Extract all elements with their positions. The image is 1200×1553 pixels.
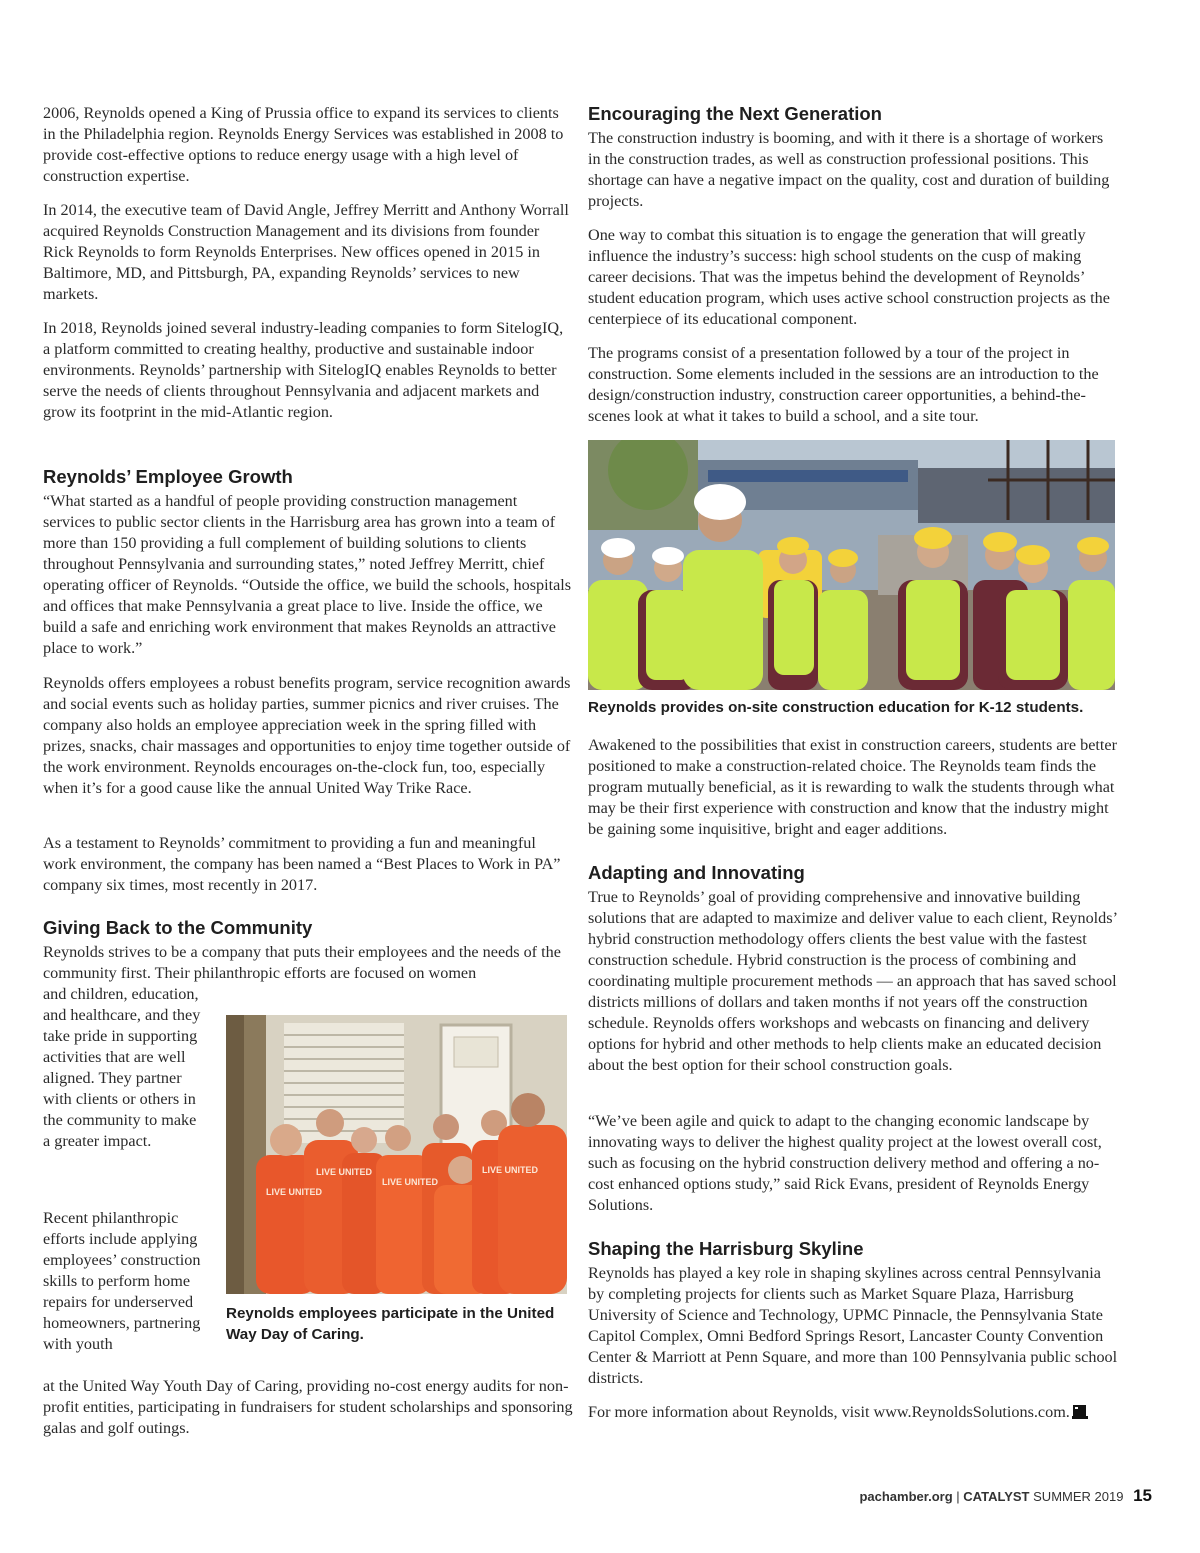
giving-back-wrap-text: and children, education, and healthcare, and they take pride in supporting activities that are well aligned. They partner with clients or others in the community to make a greater impact.	[43, 985, 201, 1150]
caption-day-of-caring: Reynolds employees participate in the United Way Day of Caring.	[226, 1305, 555, 1343]
awakened-paragraph: Awakened to the possibilities that exist in construction careers, students are better positioned to make a construction-related choice. The Reynolds team finds the program mutually beneficial, as it is rewarding to walk the students through what may be their first experience with construction and know that the industry might be gaining some inquisitive, bright and eager additions.	[588, 736, 1117, 838]
footer-separator: |	[956, 1489, 960, 1504]
giving-back-intro: Reynolds strives to be a company that puts their employees and the needs of the community first. Their philanthropic efforts are focused on women	[43, 943, 561, 982]
hybrid-construction-paragraph: True to Reynolds’ goal of providing comprehensive and innovative building solutions that are adapted to maximize and deliver value to each client, Reynolds’ hybrid construction methodology offers clients the best value with the fastest construction schedule. Hybrid construction is the process of combining and coordinating multiple procurement methods — an approach that has saved school districts millions of dollars and taken months if not years off the construction schedule. Reynolds offers workshops and webcasts on financing and delivery options for hybrid and other methods to help clients make an educated decision about the best option for their school construction goals.	[588, 888, 1117, 1074]
best-places-paragraph: As a testament to Reynolds’ commitment to providing a fun and meaningful work environment, the company has been named a “Best Places to Work in PA” company six times, most recently in 2017.	[43, 834, 561, 894]
student-program-paragraph: One way to combat this situation is to engage the generation that will greatly influence the industry’s success: high school students on the cusp of making career decisions. That was the impetus behind the development of Reynolds’ student education program, which uses active school construction projects as the centerpiece of its educational component.	[588, 226, 1110, 328]
heading-next-generation: Encouraging the Next Generation	[588, 103, 882, 124]
heading-harrisburg-skyline: Shaping the Harrisburg Skyline	[588, 1238, 864, 1259]
day-of-caring-photo	[226, 1015, 567, 1294]
page-number: 15	[1133, 1486, 1152, 1505]
shirt-text-4: LIVE UNITED	[482, 1165, 539, 1175]
end-of-article-icon	[1072, 1403, 1088, 1419]
page-footer	[859, 1486, 1152, 1506]
program-sessions-paragraph: The programs consist of a presentation followed by a tour of the project in construction. Some elements included in the sessions are an introduction to the design/construction industry, construction career opportunities, a behind-the-scenes look at what it takes to build a school, and a site tour.	[588, 344, 1099, 425]
shirt-text-1: LIVE UNITED	[266, 1187, 323, 1197]
construction-education-photo	[588, 440, 1115, 690]
construction-site-illustration	[588, 440, 1115, 690]
heading-adapting-innovating: Adapting and Innovating	[588, 862, 805, 883]
shirt-text-3: LIVE UNITED	[382, 1177, 439, 1187]
shortage-paragraph: The construction industry is booming, and with it there is a shortage of workers in the construction trades, as well as construction professional positions. This shortage can have a negative impact on the quality, cost and duration of building projects.	[588, 129, 1110, 210]
heading-giving-back: Giving Back to the Community	[43, 917, 313, 938]
skyline-paragraph: Reynolds has played a key role in shaping skylines across central Pennsylvania by completing projects for clients such as Market Square Plaza, Harrisburg University of Science and Technology, UPMC Pinnacle, the Pennsylvania State Capitol Complex, Omni Bedford Springs Resort, Lancaster County Convention Center & Marriott at Penn Square, and more than 100 Pennsylvania public school districts.	[588, 1264, 1118, 1387]
history-paragraph-2014: In 2014, the executive team of David Angle, Jeffrey Merritt and Anthony Worrall acquired Reynolds Construction Management and its divisions from founder Rick Reynolds to form Reynolds Enterprises. New offices opened in 2015 in Baltimore, MD, and Pittsburgh, PA, expanding Reynolds’ services to new markets.	[43, 201, 569, 303]
more-info-text: For more information about Reynolds, visit www.ReynoldsSolutions.com.	[588, 1403, 1070, 1421]
employee-growth-quote: “What started as a handful of people providing construction management services to public sector clients in the Harrisburg area has grown into a team of more than 150 providing a full complement of building solutions to clients throughout Pennsylvania and surrounding states,” noted Jeffrey Merritt, chief operating officer of Reynolds. “Outside the office, we build the schools, hospitals and offices that make Pennsylvania a great place to live. Inside the office, we build a safe and enriching work environment that makes Reynolds an attractive place to work.”	[43, 492, 572, 657]
day-of-caring-photo-illustration	[226, 1015, 567, 1294]
history-paragraph-2006: 2006, Reynolds opened a King of Prussia office to expand its services to clients in the Philadelphia region. Reynolds Energy Services was established in 2008 to provide cost-effective options to reduce energy usage with a high level of construction expertise.	[43, 104, 564, 185]
history-paragraph-2018: In 2018, Reynolds joined several industry-leading companies to form SitelogIQ, a platform committed to creating healthy, productive and sustainable indoor environments. Reynolds’ partnership with SitelogIQ enables Reynolds to better serve the needs of clients throughout Pennsylvania and adjacent markets and grow its footprint in the mid-Atlantic region.	[43, 319, 564, 421]
more-info-paragraph	[588, 1402, 1118, 1423]
shirt-text-2: LIVE UNITED	[316, 1167, 373, 1177]
footer-issue: SUMMER 2019	[1033, 1489, 1124, 1504]
philanthropy-wrap-text: Recent philanthropic efforts include applying employees’ construction skills to perform home repairs for underserved homeowners, partnering with youth	[43, 1209, 201, 1353]
rick-evans-quote: “We’ve been agile and quick to adapt to the changing economic landscape by innovating ways to deliver the highest quality project at the lowest overall cost, such as focusing on the hybrid construction delivery method and offering a no-cost enhanced options study,” said Rick Evans, president of Reynolds Energy Solutions.	[588, 1112, 1102, 1214]
caption-k12-education: Reynolds provides on-site construction education for K-12 students.	[588, 699, 1084, 716]
employee-benefits-paragraph: Reynolds offers employees a robust benefits program, service recognition awards and social events such as holiday parties, summer picnics and river cruises. The company also holds an employee appreciation week in the spring filled with prizes, snacks, chair massages and opportunities to enjoy time together outside of the work environment. Reynolds encourages on-the-clock fun, too, especially when it’s for a good cause like the annual United Way Trike Race.	[43, 674, 571, 797]
heading-employee-growth: Reynolds’ Employee Growth	[43, 466, 293, 487]
footer-magazine: CATALYST	[963, 1489, 1030, 1504]
footer-site: pachamber.org	[859, 1489, 953, 1504]
philanthropy-paragraph-end: at the United Way Youth Day of Caring, providing no-cost energy audits for non-profit entities, participating in fundraisers for student scholarships and sponsoring galas and golf outings.	[43, 1377, 573, 1437]
